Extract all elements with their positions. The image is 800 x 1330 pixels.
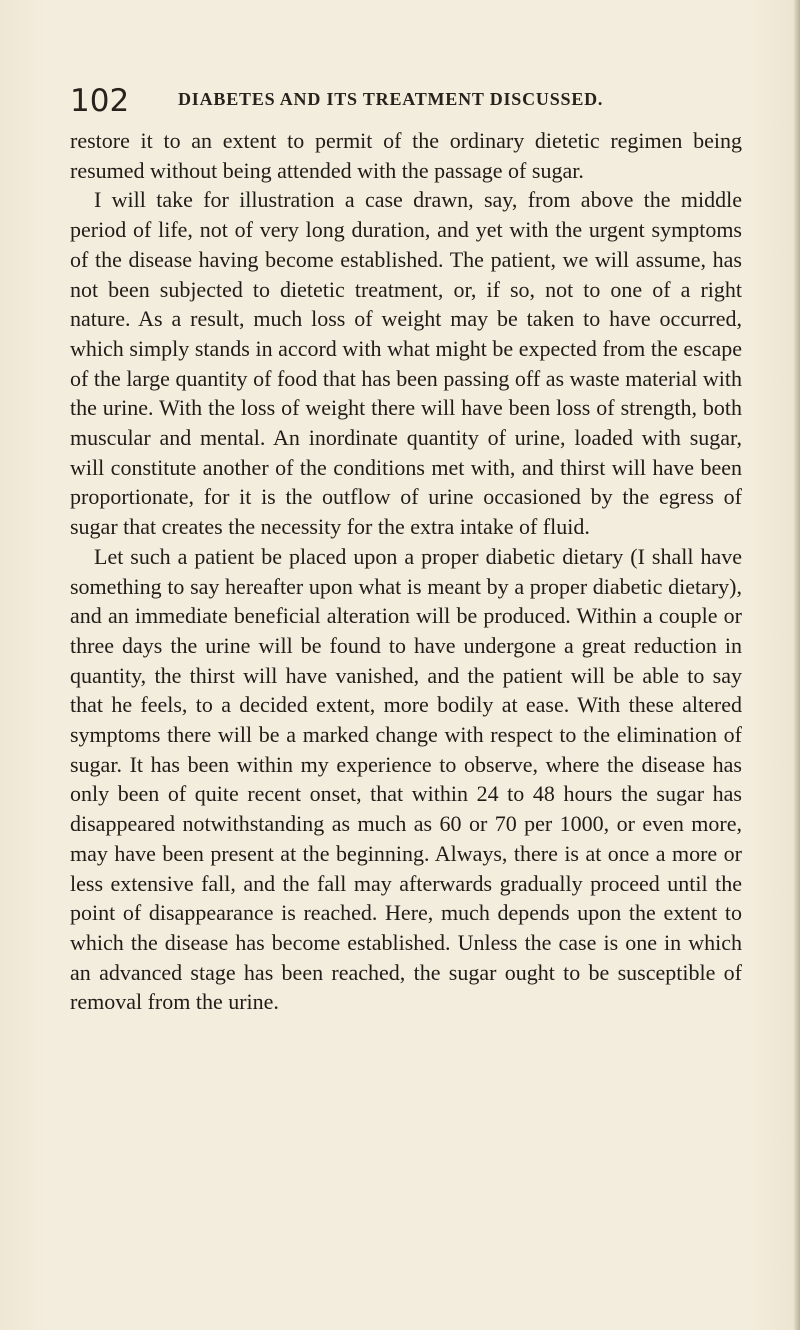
- page-number: 102: [70, 83, 130, 119]
- paragraph-continuation: restore it to an extent to permit of the ordinary dietetic regimen being resumed without being attended with the passage of sugar.: [70, 128, 742, 183]
- paragraph-illustration-case: I will take for illustration a case drawn, say, from above the middle period of life, not of very long duration, and yet with the urgent symptoms of the disease having become established. The patient, we will assume, has not been subjected to dietetic treatment, or, if so, not to one of a right nature. As a result, much loss of weight may be taken to have occurred, which simply stands in accord with what might be expected from the escape of the large quantity of food that has been passing off as waste material with the urine. With the loss of weight there will have been loss of strength, both muscular and mental. An inordinate quantity of urine, loaded with sugar, will constitute another of the conditions met with, and thirst will have been proportionate, for it is the outflow of urine occasioned by the egress of sugar that creates the necessity for the extra intake of fluid.: [70, 187, 742, 540]
- running-head: DIABETES AND ITS TREATMENT DISCUSSED.: [178, 89, 604, 109]
- page-edge-shadow: [794, 0, 800, 1330]
- body-text: [70, 126, 742, 1017]
- paragraph-diabetic-dietary: Let such a patient be placed upon a proper diabetic dietary (I shall have something to say hereafter upon what is meant by a proper diabetic dietary), and an immediate beneficial alteration will be produced. Within a couple or three days the urine will be found to have undergone a great reduction in quantity, the thirst will have vanished, and the patient will be able to say that he feels, to a decided extent, more bodily at ease. With these altered symptoms there will be a marked change with respect to the elimination of sugar. It has been within my experience to observe, where the disease has only been of quite recent onset, that within 24 to 48 hours the sugar has disappeared notwithstanding as much as 60 or 70 per 1000, or even more, may have been present at the beginning. Always, there is at once a more or less extensive fall, and the fall may afterwards gradually proceed until the point of disappearance is reached. Here, much depends upon the extent to which the disease has become established. Unless the case is one in which an advanced stage has been reached, the sugar ought to be susceptible of removal from the urine.: [70, 543, 742, 1015]
- page-header: [70, 84, 740, 124]
